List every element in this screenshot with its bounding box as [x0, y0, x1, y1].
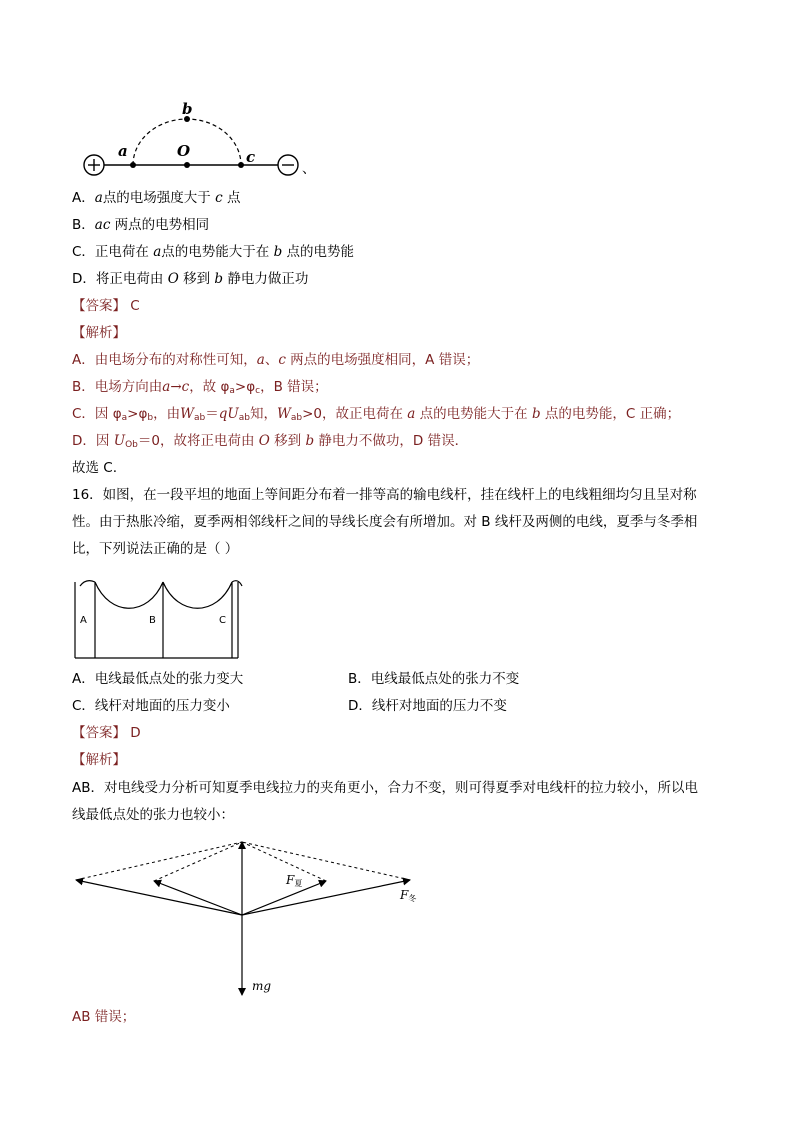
label-o: O [177, 142, 191, 160]
q16-answer: 【答案】 D [72, 725, 141, 741]
label-c: c [246, 148, 256, 166]
q15-answer: 【答案】 C [72, 298, 140, 314]
q15-option-b: B．ac 两点的电势相同 [72, 217, 210, 233]
q16-analysis-label: 【解析】 [72, 752, 126, 768]
pole-label-a: A [80, 615, 87, 626]
pole-label-c: C [219, 615, 226, 626]
q15-analysis-c: C．因 $\varphi_a>\varphi_b$，由$W_{ab}=qU_{ab}$知，$W_{ab}>0$，故正电荷在 a 点的电势能大于在 b 点的电势能，C 正确； [72, 406, 681, 423]
q16-option-d: D．线杆对地面的压力不变 [348, 698, 507, 714]
field-diagram [78, 94, 318, 189]
q16-option-a: A．电线最低点处的张力变大 [72, 671, 244, 687]
trailing-mark: 、 [302, 161, 316, 177]
summer-force-right [242, 881, 326, 915]
q15-conclusion: 故选 C. [72, 460, 118, 476]
q15-option-a: A．a点的电场强度大于 c 点 [72, 190, 241, 206]
wire-left [95, 582, 163, 608]
q15-analysis-a: A．由电场分布的对称性可知，a、c 两点的电场强度相同，A 错误； [72, 352, 480, 368]
q15-option-c: C．正电荷在 a点的电势能大于在 b 点的电势能 [72, 244, 355, 260]
q16-analysis-ab: AB．对电线受力分析可知夏季电线拉力的夹角更小，合力不变，则可得夏季对电线杆的拉力较小，所以电 线最低点处的张力也较小： [72, 780, 698, 823]
q15-option-d: D．将正电荷由 O 移到 b 静电力做正功 [72, 271, 309, 287]
winter-force-left [76, 880, 242, 915]
q16-stem: 16．如图，在一段平坦的地面上等间距分布着一排等高的输电线杆，挂在线杆上的电线粗细均匀且呈对称 性。由于热胀冷缩，夏季两相邻线杆之间的导线长度会有所增加。对 B 线杆及两侧的电线，夏季与冬季相 比，下列说法正确的是（ ） [72, 487, 698, 557]
label-b: b [182, 100, 193, 118]
label-f-summer: $F_夏$ [286, 873, 303, 888]
point-o [184, 162, 190, 168]
winter-force-right [242, 880, 410, 915]
label-mg: mg [252, 979, 272, 993]
q16-option-b: B．电线最低点处的张力不变 [348, 671, 520, 687]
q16-ab-conclusion: AB 错误； [72, 1009, 136, 1025]
summer-force-left [154, 881, 242, 915]
pole-label-b: B [149, 615, 156, 626]
q15-analysis-label: 【解析】 [72, 325, 126, 341]
force-diagram [70, 835, 430, 1000]
wire-right [163, 582, 232, 608]
point-c [238, 162, 244, 168]
q15-analysis-d: D．因 $U_{Ob}=0$，故将正电荷由 O 移到 b 静电力不做功，D 错误． [72, 433, 469, 450]
q16-option-c: C．线杆对地面的压力变小 [72, 698, 230, 714]
label-f-winter: $F_冬$ [400, 888, 417, 903]
label-a: a [118, 142, 128, 160]
q15-analysis-b: B．电场方向由a→c，故 $\varphi_a>\varphi_c$，B 错误； [72, 379, 328, 396]
point-a [130, 162, 136, 168]
